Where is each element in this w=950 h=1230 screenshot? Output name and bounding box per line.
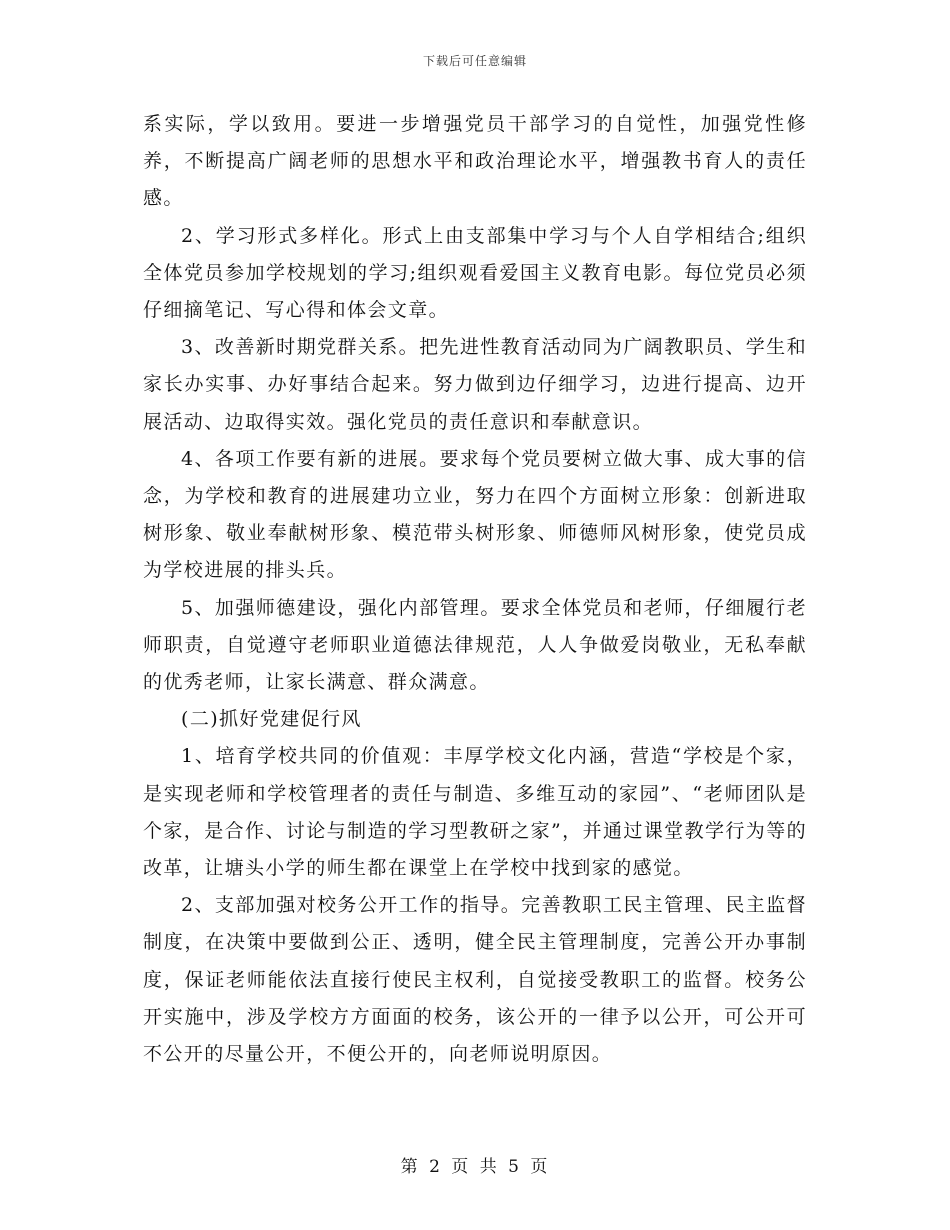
paragraph-section2-item-2: 2、支部加强对校务公开工作的指导。完善教职工民主管理、民主监督制度，在决策中要做到公正、透明，健全民主管理制度，完善公开办事制度，保证老师能依法直接行使民主权利，自觉接受教职工的监督。校务公开实施中，涉及学校方方面面的校务，该公开的一律予以公开，可公开可不公开的尽量公开，不便公开的，向老师说明原因。 bbox=[143, 894, 807, 1066]
paragraph-item-3: 3、改善新时期党群关系。把先进性教育活动同为广阔教职员、学生和家长办实事、办好事结合起来。努力做到边仔细学习，边进行提高、边开展活动、边取得实效。强化党员的责任意识和奉献意识。 bbox=[143, 336, 807, 433]
paragraph-item-5: 5、加强师德建设，强化内部管理。要求全体党员和老师，仔细履行老师职责，自觉遵守老师职业道德法律规范，人人争做爱岗敬业，无私奉献的优秀老师，让家长满意、群众满意。 bbox=[143, 596, 807, 694]
paragraph-item-4: 4、各项工作要有新的进展。要求每个党员要树立做大事、成大事的信念，为学校和教育的进展建功立业，努力在四个方面树立形象：创新进取树形象、敬业奉献树形象、模范带头树形象、师德师风树形象，使党员成为学校进展的排头兵。 bbox=[143, 447, 807, 582]
document-body bbox=[143, 106, 807, 1073]
page-header: 下载后可任意编辑 bbox=[422, 54, 527, 68]
section-heading: (二)抓好党建促行风 bbox=[181, 708, 362, 731]
page-footer: 第 2 页 共 5 页 bbox=[400, 1157, 550, 1177]
paragraph-section2-item-1: 1、培育学校共同的价值观：丰厚学校文化内涵，营造“学校是个家，是实现老师和学校管理者的责任与制造、多维互动的家园”、“老师团队是个家，是合作、讨论与制造的学习型教研之家”，并通过课堂教学行为等的改革，让塘头小学的师生都在课堂上在学校中找到家的感觉。 bbox=[143, 745, 807, 880]
paragraph-item-2: 2、学习形式多样化。形式上由支部集中学习与个人自学相结合;组织全体党员参加学校规划的学习;组织观看爱国主义教育电影。每位党员必须仔细摘笔记、写心得和体会文章。 bbox=[143, 224, 807, 322]
paragraph-continuation: 系实际，学以致用。要进一步增强党员干部学习的自觉性，加强党性修养，不断提高广阔老师的思想水平和政治理论水平，增强教书育人的责任感。 bbox=[143, 113, 807, 210]
